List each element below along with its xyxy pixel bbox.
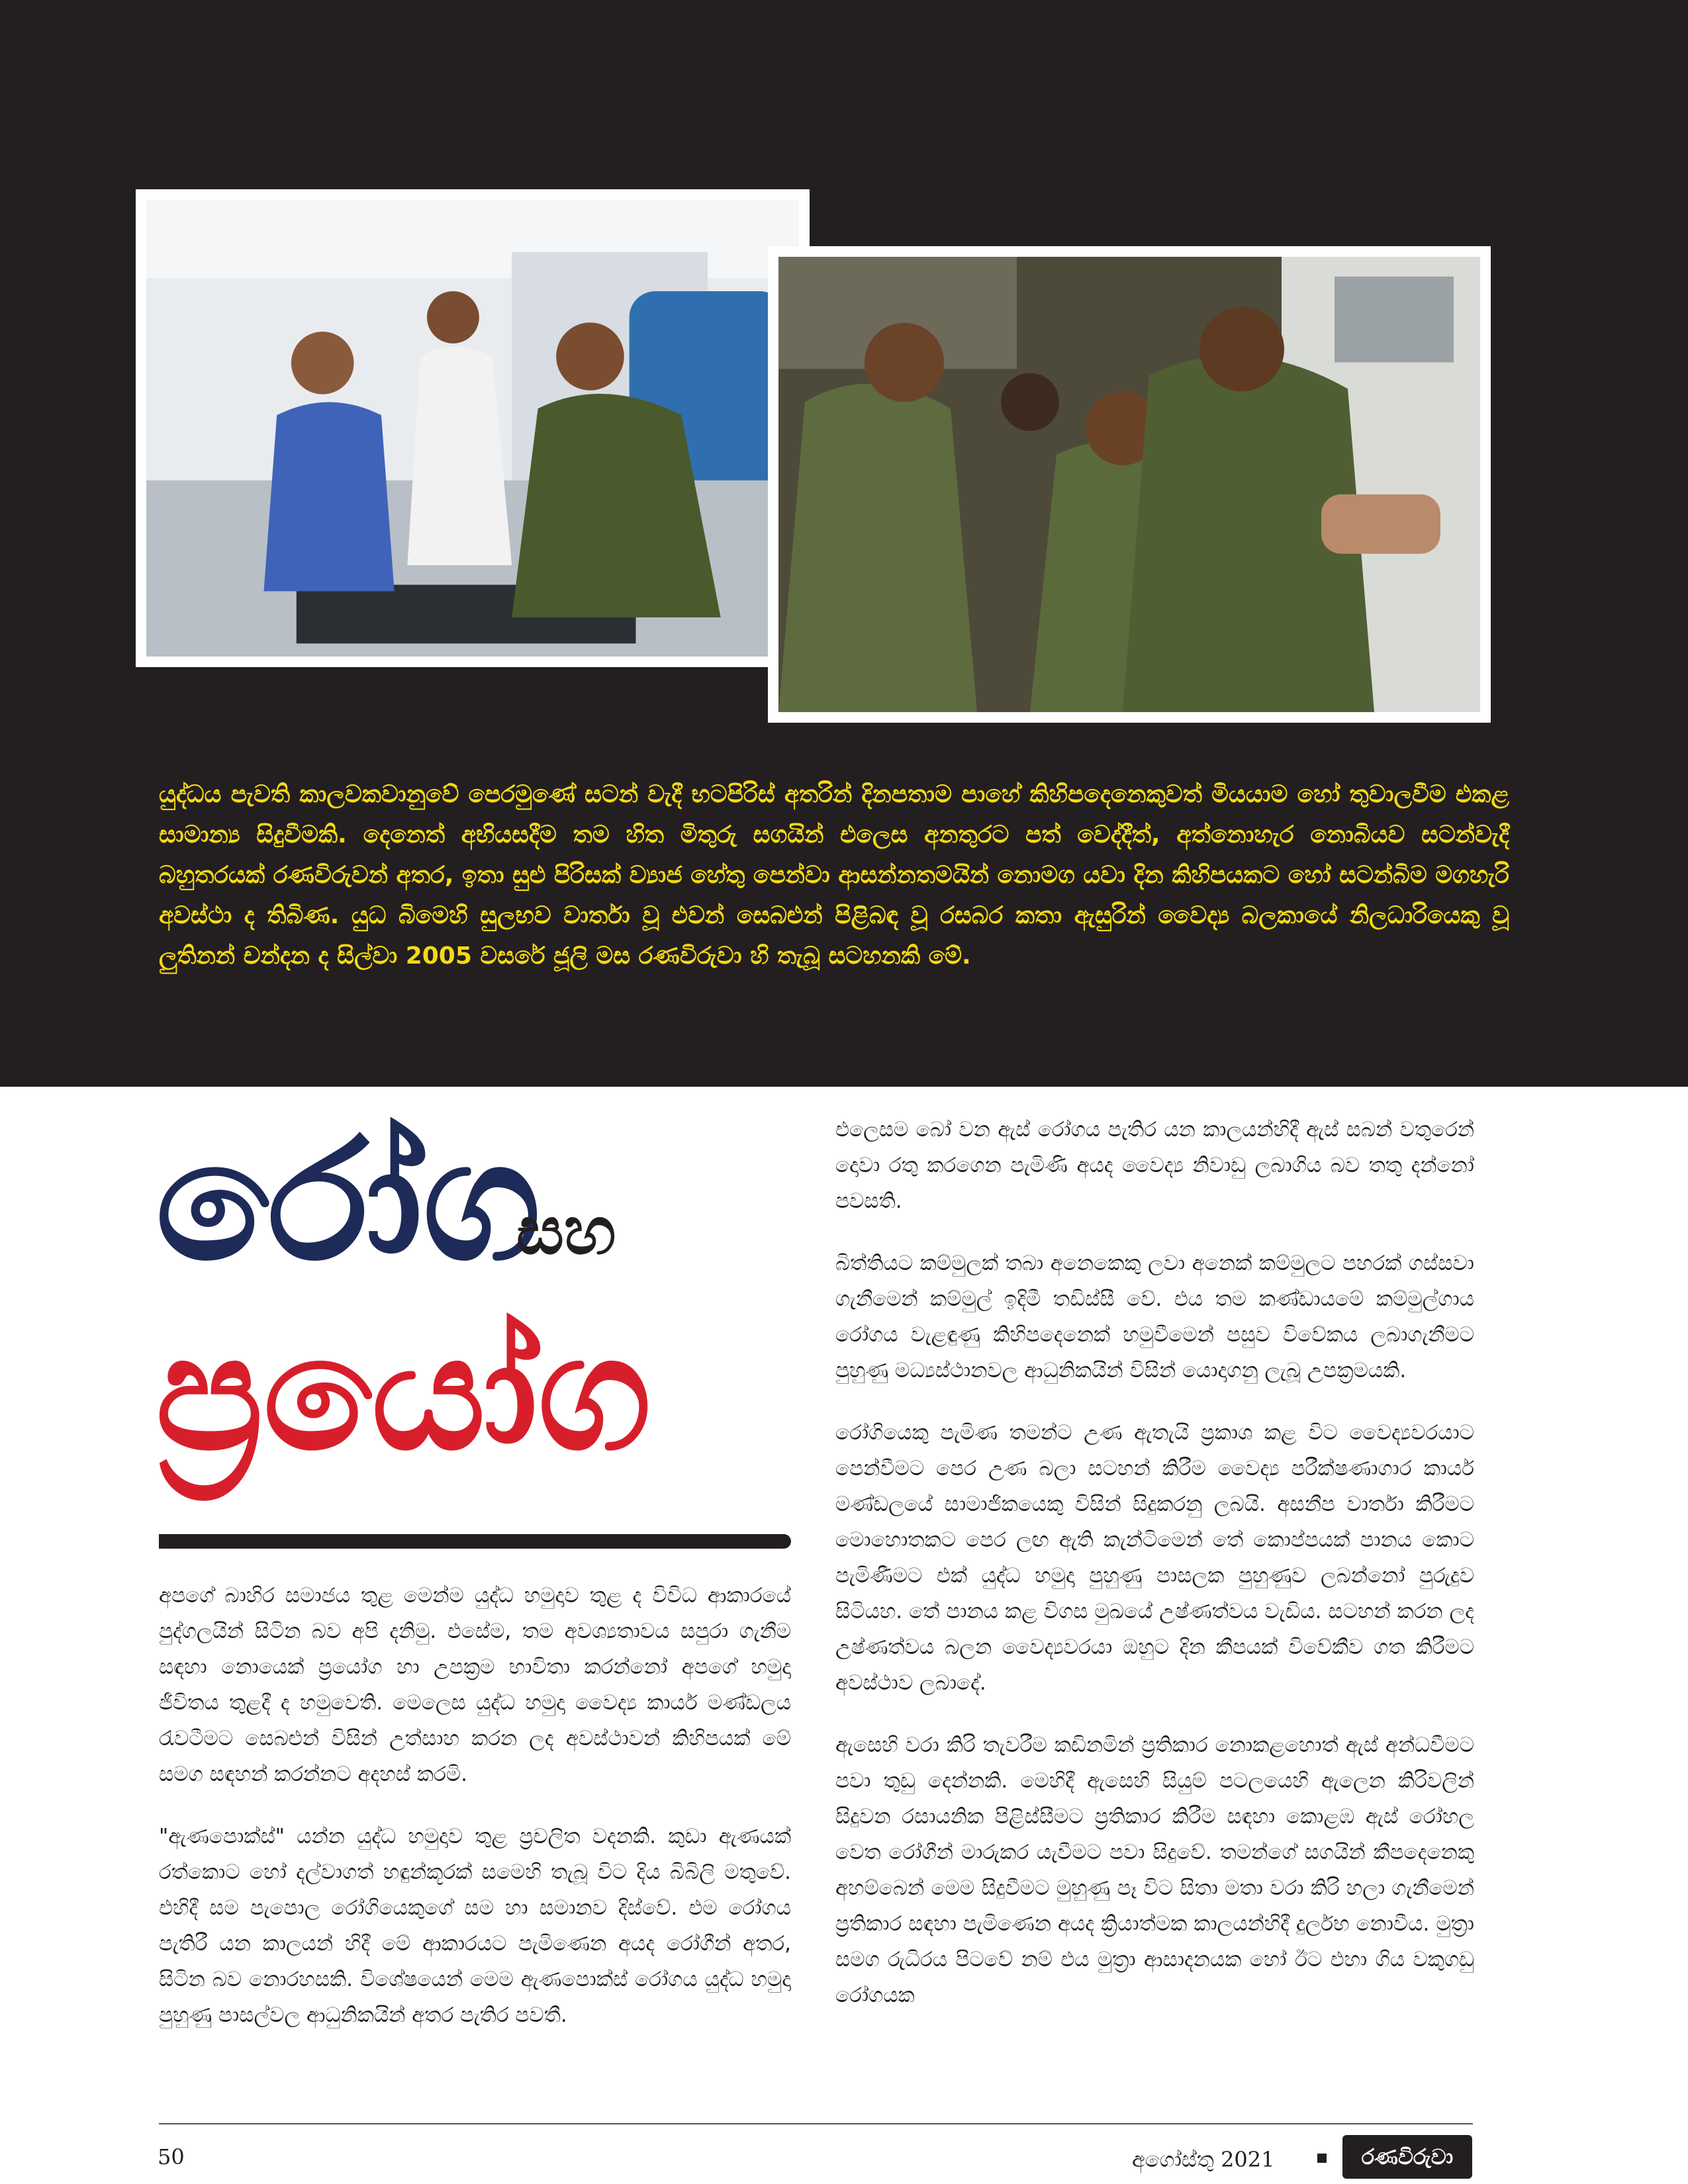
intro-paragraph: යුද්ධය පැවති කාලවකවානුවේ පෙරමුණේ සටන් වැදී භටපිරිස් අතරින් දිනපතාම පාහේ කිහිපදෙනෙකුවත් මියයාම හෝ තුවාලවීම එකළ සාමාන්‍ය සිදුවීමකි. දෙනෙත් අභියසදීම තම හිත මිතුරු සගයින් එලෙස අනතුරට පත් වෙද්දීත්, අත්නොහැර නොබියව සටන්වැදී බහුතරයක් රණවිරුවන් අතර, ඉතා සුළු පිරිසක් ව්‍යාජ හේතු පෙන්වා ආසන්නතමයින් නොමග යවා දින කිහිපයකට හෝ සටන්බිම මගහැරි අවස්ථා ද තිබිණ. යුධ බිමෙහි සුලභව වාර්තා වූ එවන් සෙබළුන් පිළිබඳ වූ රසබර කතා ඇසුරින් වෛද්‍ය බලකායේ නිලධාරියෙකු වූ ලුතිනන් චන්දන ද සිල්වා 2005 වසරේ ජූලි මස රණවිරුවා හි තැබූ සටහනකි මේ.	[159, 781, 1509, 970]
headline-connector: සහ	[516, 1192, 616, 1269]
photo-army-doctor-examining-patient	[136, 189, 810, 667]
article-right-column	[835, 1112, 1474, 2040]
article-left-column	[159, 1578, 791, 2060]
left-paragraph-2: "ඇණපොක්ස්" යන්න යුද්ධ හමුදාව තුළ ප්‍රචලිත වදනකි. කුඩා ඇණයක් රත්කොට හෝ දල්වාගත් හඳුන්කූරක් සමෙහි තැබූ විට දිය බිබිලි මතුවේ. එහිදී සම පැපොල රෝගියෙකුගේ සම හා සමානව දිස්වේ. එම රෝගය පැතිරී යන කාලයන් හිදී මේ ආකාරයට පැමිණෙන අයද රෝගීන් අතර, සිටින බව නොරහසකි. විශේෂයෙන් මෙම ඇණපොක්ස් රෝගය යුද්ධ හමුදා පුහුණු පාසල්වල ආධුනිකයින් අතර පැතිර පවතී.	[159, 1825, 791, 2027]
separator-square	[1317, 2154, 1327, 2163]
left-paragraph-1: අපගේ බාහිර සමාජය තුළ මෙන්ම යුද්ධ හමුදාව තුළ ද විවිධ ආකාරයේ පුද්ගලයින් සිටින බව අපි දනිමු. එසේම, තම අවශ්‍යතාවය සපුරා ගැනීම සඳහා නොයෙක් ප්‍රයෝග හා උපක්‍රම භාවිතා කරන්නෝ අපගේ හමුදා ජීවිතය තුළදී ද හමුවෙති. මෙලෙස යුද්ධ හමුදා වෛද්‍ය කාර්ය මණ්ඩලය රැවටීමට සෙබළුන් විසින් උත්සාහ කරන ලද අවස්ථාවන් කිහිපයක් මේ සමග සඳහන් කරන්නට අදහස් කරමි.	[159, 1584, 791, 1786]
right-paragraph-3: රෝගියෙකු පැමිණ තමන්ට උණ ඇතැයි ප්‍රකාශ කළ විට වෛද්‍යවරයාට පෙන්වීමට පෙර උණ බලා සටහන් කිරීම වෛද්‍ය පරීක්ෂණාගාර කාර්ය මණ්ඩලයේ සාමාජිකයෙකු විසින් සිදුකරනු ලබයි. අසනීප වාර්තා කිරීමට මොහොතකට පෙර ලඟ ඇති කැන්ටිමෙන් තේ කොප්පයක් පානය කොට පැමිණීමට එක් යුද්ධ හමුදා පුහුණු පාසලක පුහුණුව ලබන්නෝ පුරුදුව සිටියහ. තේ පානය කළ විගස මුඛයේ උෂ්ණත්වය වැඩිය. සටහන් කරන ලද උෂ්ණත්වය බලන වෛද්‍යවරයා ඔහුට දින කීපයක් විවේකීව ගත කිරීමට අවස්ථාව ලබාදේ.	[835, 1421, 1474, 1695]
headline-word-roga: රෝග	[156, 1105, 541, 1297]
magazine-logo: රණවිරුවා	[1342, 2135, 1472, 2179]
page-number: 50	[158, 2144, 185, 2169]
headline-word-prayoga: ප්‍රයෝග	[156, 1300, 652, 1486]
right-paragraph-4: ඇසෙහි වරා කිරි තැවරීම කඩිනමින් ප්‍රතිකාර නොකළහොත් ඇස් අන්ධවීමට පවා තුඩු දෙන්නකි. මෙහිදී ඇසෙහි සියුම් පටලයෙහි ඇලෙන කිරිවලින් සිදුවන රසායනික පිළිස්සීමට ප්‍රතිකාර කිරීම සඳහා කොළඹ ඇස් රෝහල වෙත රෝගීන් මාරුකර යැවීමට පවා සිදුවේ. තමන්ගේ සගයින් කීපදෙනෙකු අහම්බෙන් මෙම සිදුවීමට මුහුණු පෑ විට සිතා මතා වරා කිරි හලා ගැනීමෙන් ප්‍රතිකාර සඳහා පැමිණෙන අයද ක්‍රියාත්මක කාලයන්හිදී දුර්ලභ නොවීය. මුත්‍රා සමග රුධිරය පිටවේ නම් එය මුත්‍රා ආසාදනයක හෝ ඊට එහා ගිය වකුගඩු රෝගයක	[835, 1733, 1474, 2007]
photo-soldiers-carrying-wounded	[768, 246, 1491, 723]
right-paragraph-1: එලෙසම බෝ වන ඇස් රෝගය පැතිර යන කාලයන්හිදී ඇස් සබන් වතුරෙන් දොවා රතු කරගෙන පැමිණි අයද වෛද්‍ය නිවාඩු ලබාගිය බව තතු දන්නෝ පවසති.	[835, 1118, 1474, 1213]
issue-date: අගෝස්තු 2021	[1132, 2147, 1275, 2172]
right-paragraph-2: බිත්තියට කම්මුලක් තබා අනෙකෙකු ලවා අනෙක් කම්මුලට පහරක් ගස්සවා ගැනීමෙන් කම්මුල් ඉදිමී තඩිස්සී වේ. එය තම කණ්ඩායමේ කම්මුල්ගාය රෝගය වැළඳුණු කිහිපදෙනෙක් හමුවීමෙන් පසුව විවේකය ලබාගැනීමට පුහුණු මධ්‍යස්ථානවල ආධුනිකයින් විසින් යොදාගනු ලැබූ උපක්‍රමයකි.	[835, 1251, 1474, 1383]
footer-divider	[159, 2123, 1473, 2124]
headline-underline	[159, 1534, 791, 1549]
